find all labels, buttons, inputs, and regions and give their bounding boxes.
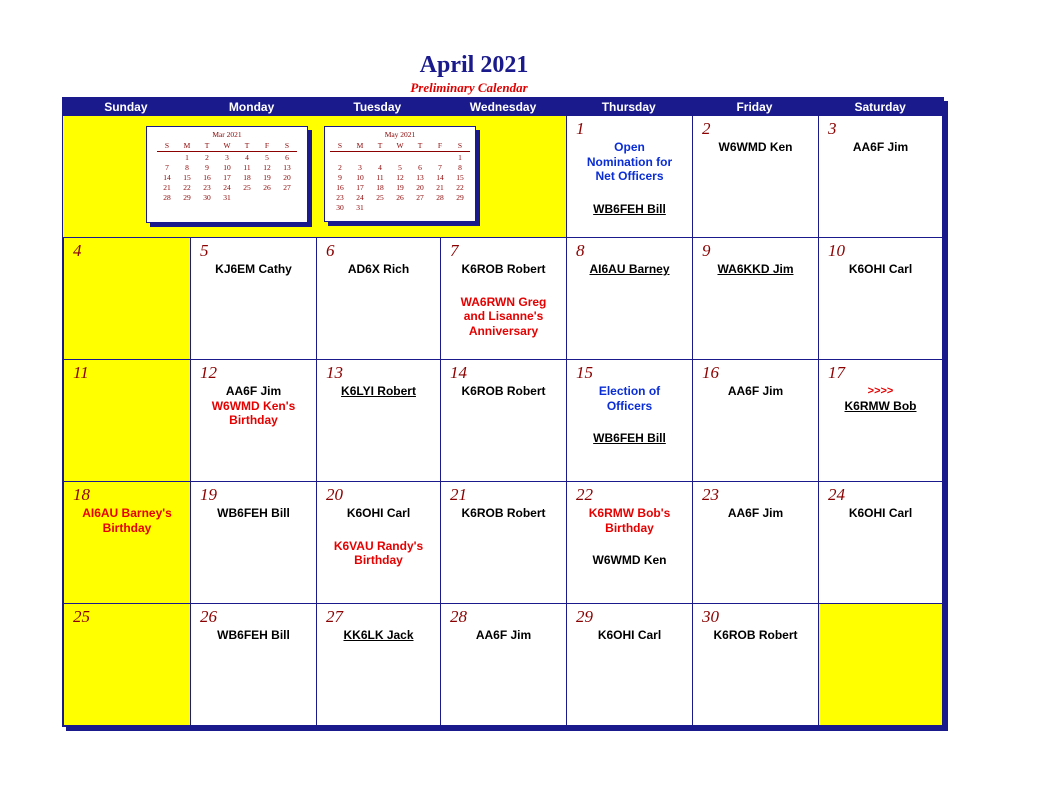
day-number: 13 — [326, 363, 343, 382]
mini-calendar-day: 18 — [376, 182, 384, 192]
mini-calendar-day: 24 — [223, 182, 231, 192]
mini-calendar-header: T — [410, 141, 430, 152]
event-net-control: K6OHI Carl — [848, 506, 913, 520]
day-events — [317, 628, 440, 643]
day-number: 4 — [73, 241, 82, 260]
mini-calendar-day: 20 — [283, 172, 291, 182]
mini-calendar-header: S — [157, 141, 177, 152]
mini-calendar-day: 8 — [458, 162, 462, 172]
day-cell-21 — [441, 482, 567, 604]
event-net-control: WB6FEH Bill — [593, 431, 666, 445]
weekday-wednesday: Wednesday — [469, 100, 537, 114]
mini-calendar-day — [390, 202, 410, 212]
day-number: 12 — [200, 363, 217, 382]
weekday-friday: Friday — [736, 100, 773, 114]
day-number: 21 — [450, 485, 467, 504]
mini-calendar-day: 22 — [183, 182, 191, 192]
day-number: 19 — [200, 485, 217, 504]
event-net-control: AA6F Jim — [225, 384, 282, 398]
day-cell-24 — [819, 482, 943, 604]
event-note: K6RMW Bob's Birthday — [588, 506, 671, 535]
day-number: 1 — [576, 119, 585, 138]
mini-calendar-day: 28 — [163, 192, 171, 202]
event-net-control: WB6FEH Bill — [217, 506, 290, 520]
event-net-control: AA6F Jim — [727, 506, 784, 520]
mini-calendar-day: 6 — [285, 152, 289, 162]
mini-calendar-header: M — [177, 141, 197, 152]
day-cell-15 — [567, 360, 693, 482]
mini-calendar-day: 3 — [225, 152, 229, 162]
mini-calendar-day: 13 — [416, 172, 424, 182]
day-events — [693, 140, 818, 155]
mini-calendar-day: 26 — [396, 192, 404, 202]
mini-calendar-day — [330, 152, 350, 163]
mini-calendar-day: 23 — [203, 182, 211, 192]
mini-calendar-day: 20 — [416, 182, 424, 192]
day-events — [567, 384, 692, 446]
mini-calendar-header: S — [277, 141, 297, 152]
mini-calendar-day: 19 — [263, 172, 271, 182]
event-net-control: AI6AU Barney — [589, 262, 670, 276]
mini-calendar-may — [324, 126, 476, 222]
mini-calendar-day: 12 — [396, 172, 404, 182]
mini-calendar-day: 14 — [436, 172, 444, 182]
mini-calendar-day — [450, 202, 470, 212]
mini-calendar-day: 15 — [456, 172, 464, 182]
mini-calendar-table — [157, 141, 297, 202]
day-events — [819, 384, 942, 413]
event-net-control: AA6F Jim — [475, 628, 532, 642]
event-net-control: WA6KKD Jim — [717, 262, 794, 276]
mini-calendar-header: T — [237, 141, 257, 152]
mini-calendar-header: W — [217, 141, 237, 152]
day-number: 5 — [200, 241, 209, 260]
weekday-saturday: Saturday — [854, 100, 906, 114]
day-cell-6 — [317, 238, 441, 360]
event-net-control: K6OHI Carl — [597, 628, 662, 642]
mini-calendar-day: 3 — [358, 162, 362, 172]
mini-calendar-day: 4 — [245, 152, 249, 162]
mini-calendar-title: May 2021 — [384, 130, 416, 139]
weekday-header — [63, 98, 943, 116]
day-number: 24 — [828, 485, 845, 504]
mini-calendar-day — [370, 202, 390, 212]
mini-calendar-day: 31 — [223, 192, 231, 202]
mini-calendar-day: 13 — [283, 162, 291, 172]
day-cell-4 — [63, 238, 191, 360]
event-net-control: WB6FEH Bill — [593, 201, 666, 216]
mini-calendar-header: M — [350, 141, 370, 152]
mini-calendar-day: 11 — [243, 162, 251, 172]
day-cell-16 — [693, 360, 819, 482]
mini-calendar-day: 16 — [336, 182, 344, 192]
mini-calendar-header: S — [450, 141, 470, 152]
day-events — [567, 628, 692, 643]
day-cell-19 — [191, 482, 317, 604]
day-number: 22 — [576, 485, 593, 504]
day-number: 29 — [576, 607, 593, 626]
mini-calendar-day — [157, 152, 177, 163]
day-number: 17 — [828, 363, 845, 382]
calendar-grid — [62, 97, 944, 727]
weekday-thursday: Thursday — [601, 100, 656, 114]
mini-calendar-day: 26 — [263, 182, 271, 192]
event-note: W6WMD Ken's Birthday — [211, 398, 296, 427]
mini-calendar-header: T — [197, 141, 217, 152]
day-events — [693, 262, 818, 277]
event-net-control: K6LYI Robert — [341, 384, 416, 398]
mini-calendar-day: 19 — [396, 182, 404, 192]
event-net-control: K6RMW Bob — [844, 398, 917, 413]
day-cell-12 — [191, 360, 317, 482]
day-number: 14 — [450, 363, 467, 382]
day-number: 11 — [73, 363, 89, 382]
day-events — [191, 628, 316, 643]
day-events — [441, 506, 566, 521]
mini-calendar-header: F — [257, 141, 277, 152]
mini-calendar-day: 27 — [416, 192, 424, 202]
day-cell-9 — [693, 238, 819, 360]
event-net-control: K6ROB Robert — [461, 506, 546, 520]
day-events — [441, 628, 566, 643]
mini-calendar-day: 12 — [263, 162, 271, 172]
mini-calendar-day — [410, 202, 430, 212]
day-events — [693, 384, 818, 399]
day-number: 28 — [450, 607, 467, 626]
day-cell-11 — [63, 360, 191, 482]
day-events — [819, 262, 942, 277]
weekday-monday: Monday — [228, 100, 275, 114]
day-cell-23 — [693, 482, 819, 604]
day-events — [693, 506, 818, 521]
day-cell-13 — [317, 360, 441, 482]
mini-calendar-day: 30 — [203, 192, 211, 202]
day-cell-28 — [441, 604, 567, 726]
day-cell-18 — [63, 482, 191, 604]
mini-calendar-day — [237, 192, 257, 202]
page-title: April 2021 — [419, 52, 529, 78]
day-cell-30 — [693, 604, 819, 726]
event-net-control: KK6LK Jack — [343, 628, 414, 642]
mini-calendar-day: 16 — [203, 172, 211, 182]
day-number: 2 — [702, 119, 711, 138]
mini-calendar-day: 1 — [458, 152, 462, 162]
day-number: 8 — [576, 241, 585, 260]
day-cell-20 — [317, 482, 441, 604]
mini-calendar-day: 31 — [356, 202, 364, 212]
day-number: 27 — [326, 607, 343, 626]
mini-calendar-day: 17 — [356, 182, 364, 192]
mini-calendar-day: 18 — [243, 172, 251, 182]
mini-calendar-day: 10 — [223, 162, 231, 172]
mini-calendar-day: 2 — [338, 162, 342, 172]
weekday-tuesday: Tuesday — [353, 100, 402, 114]
day-cell-22 — [567, 482, 693, 604]
day-events — [819, 506, 942, 521]
mini-calendar-day: 9 — [205, 162, 209, 172]
mini-calendar-day — [350, 152, 370, 163]
event-announcement: Election of Officers — [598, 384, 661, 413]
day-events — [64, 506, 190, 535]
mini-calendar-day — [410, 152, 430, 163]
day-number: 15 — [576, 363, 593, 382]
mini-calendar-day — [257, 192, 277, 202]
event-net-control: K6ROB Robert — [461, 262, 546, 276]
day-cell-10 — [819, 238, 943, 360]
day-number: 18 — [73, 485, 90, 504]
day-cell-17 — [819, 360, 943, 482]
mini-calendar-day: 30 — [336, 202, 344, 212]
day-cell-26 — [191, 604, 317, 726]
mini-calendar-day: 4 — [378, 162, 382, 172]
day-events — [567, 506, 692, 568]
mini-calendar-header: F — [430, 141, 450, 152]
empty-cell — [819, 604, 943, 726]
event-note: K6VAU Randy's Birthday — [333, 538, 424, 567]
day-events — [317, 262, 440, 277]
day-number: 26 — [200, 607, 217, 626]
event-net-control: WB6FEH Bill — [217, 628, 290, 642]
mini-calendar-day: 25 — [243, 182, 251, 192]
day-cell-1 — [567, 116, 693, 238]
day-cell-8 — [567, 238, 693, 360]
mini-calendar-day: 14 — [163, 172, 171, 182]
mini-calendar-title: Mar 2021 — [212, 130, 242, 139]
mini-calendar-day: 10 — [356, 172, 364, 182]
day-events — [191, 384, 316, 428]
day-number: 16 — [702, 363, 719, 382]
mini-calendar-day: 25 — [376, 192, 384, 202]
day-events — [441, 384, 566, 399]
event-net-control: K6ROB Robert — [461, 384, 546, 398]
day-cell-2 — [693, 116, 819, 238]
mini-calendar-day: 21 — [436, 182, 444, 192]
mini-calendar-day: 6 — [418, 162, 422, 172]
day-number: 25 — [73, 607, 90, 626]
day-cell-29 — [567, 604, 693, 726]
day-cell-5 — [191, 238, 317, 360]
mini-calendar-day: 22 — [456, 182, 464, 192]
mini-calendar-day: 29 — [183, 192, 191, 202]
day-number: 20 — [326, 485, 343, 504]
day-number: 10 — [828, 241, 845, 260]
event-net-control: K6OHI Carl — [848, 262, 913, 276]
mini-calendar-day: 7 — [165, 162, 169, 172]
event-note: AI6AU Barney's Birthday — [82, 506, 172, 535]
event-note: >>>> — [867, 385, 894, 397]
day-cell-14 — [441, 360, 567, 482]
mini-calendar-day: 21 — [163, 182, 171, 192]
mini-calendar-day: 7 — [438, 162, 442, 172]
mini-calendar-day: 9 — [338, 172, 342, 182]
day-events — [693, 628, 818, 643]
event-net-control: W6WMD Ken — [592, 553, 667, 567]
day-events — [567, 262, 692, 277]
page-subtitle: Preliminary Calendar — [410, 80, 528, 95]
event-net-control: W6WMD Ken — [718, 140, 793, 154]
mini-calendar-day: 24 — [356, 192, 364, 202]
mini-calendar-day: 1 — [185, 152, 189, 162]
mini-calendar-day: 15 — [183, 172, 191, 182]
mini-calendar-day — [370, 152, 390, 163]
day-events — [191, 506, 316, 521]
day-events — [819, 140, 942, 155]
weekday-sunday: Sunday — [104, 100, 148, 114]
day-number: 6 — [326, 241, 335, 260]
day-number: 30 — [702, 607, 719, 626]
day-number: 23 — [702, 485, 719, 504]
day-events — [317, 384, 440, 399]
mini-calendar-day: 8 — [185, 162, 189, 172]
event-announcement: Open Nomination for Net Officers — [586, 140, 673, 183]
day-cell-7 — [441, 238, 567, 360]
mini-calendar-table — [330, 141, 470, 212]
mini-calendar-header: S — [330, 141, 350, 152]
mini-calendar-header: W — [390, 141, 410, 152]
mini-calendar-area — [63, 116, 567, 238]
mini-calendar-day: 2 — [205, 152, 209, 162]
day-events — [567, 140, 692, 216]
day-events — [441, 262, 566, 338]
event-net-control: KJ6EM Cathy — [215, 262, 292, 276]
day-number: 9 — [702, 241, 711, 260]
event-net-control: K6ROB Robert — [713, 628, 798, 642]
mini-calendar-day: 23 — [336, 192, 344, 202]
day-cell-27 — [317, 604, 441, 726]
event-net-control: K6OHI Carl — [346, 506, 411, 520]
mini-calendar-day: 17 — [223, 172, 231, 182]
mini-calendar-header: T — [370, 141, 390, 152]
mini-calendar-day: 11 — [376, 172, 384, 182]
mini-calendar-day: 27 — [283, 182, 291, 192]
mini-calendar-day: 5 — [265, 152, 269, 162]
mini-calendar-day — [277, 192, 297, 202]
mini-calendar-day — [430, 152, 450, 163]
day-events — [191, 262, 316, 277]
mini-calendar-day: 29 — [456, 192, 464, 202]
day-number: 7 — [450, 241, 459, 260]
mini-calendar-day — [390, 152, 410, 163]
event-net-control: AA6F Jim — [727, 384, 784, 398]
event-net-control: AD6X Rich — [347, 262, 410, 276]
day-number: 3 — [828, 119, 837, 138]
mini-calendar-day: 28 — [436, 192, 444, 202]
day-events — [317, 506, 440, 568]
event-net-control: AA6F Jim — [852, 140, 909, 154]
day-cell-3 — [819, 116, 943, 238]
event-note: WA6RWN Greg and Lisanne's Anniversary — [460, 294, 547, 338]
mini-calendar-day — [430, 202, 450, 212]
mini-calendar-day: 5 — [398, 162, 402, 172]
mini-calendar-march — [146, 126, 308, 223]
day-cell-25 — [63, 604, 191, 726]
